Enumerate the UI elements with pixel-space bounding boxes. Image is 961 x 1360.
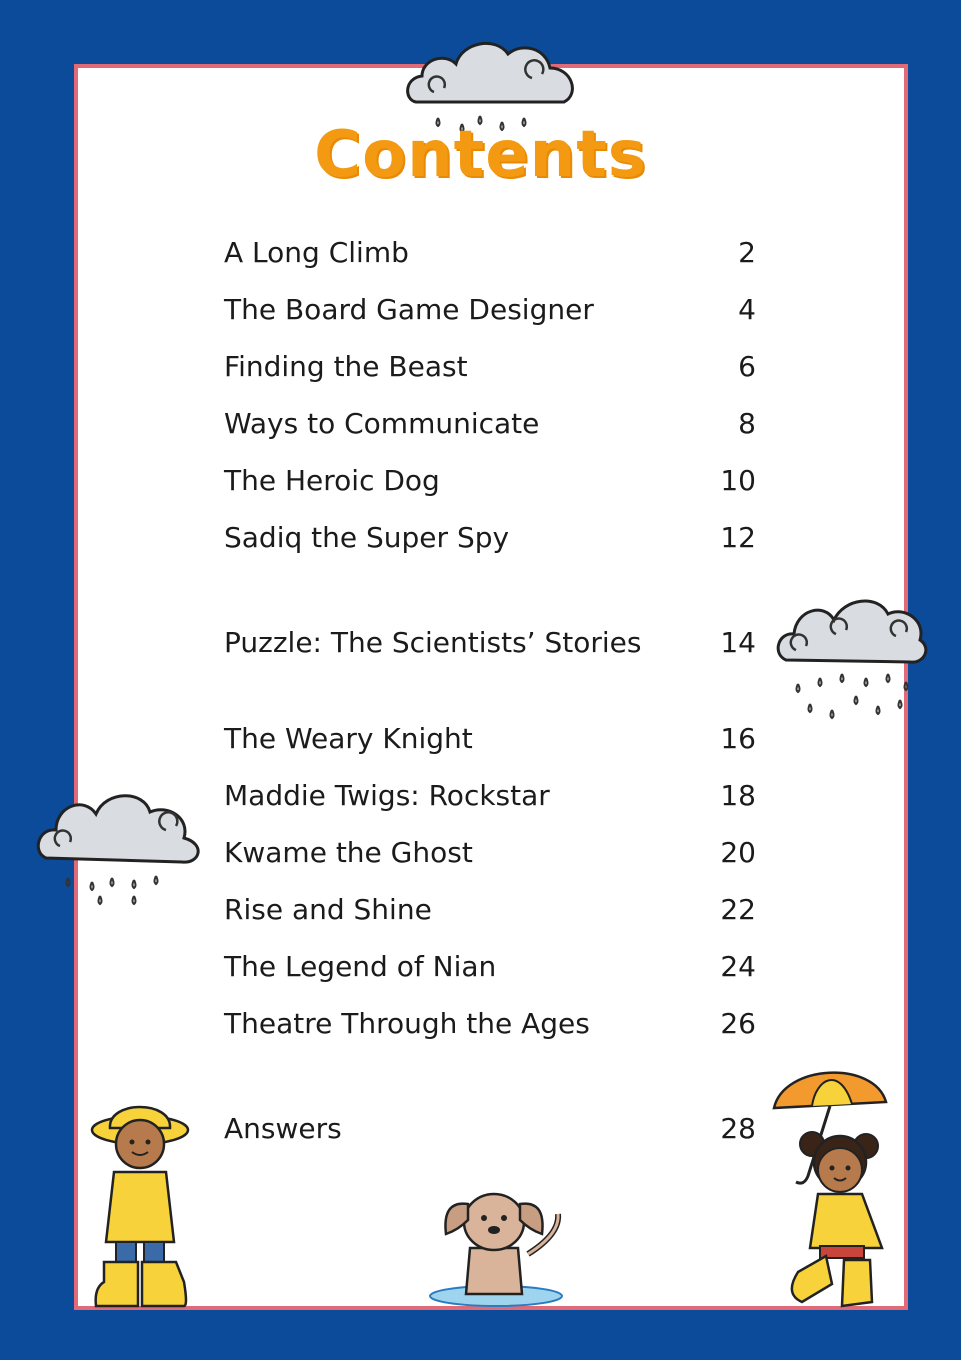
toc-entry[interactable] [224,1007,756,1047]
toc-entry-page: 18 [720,779,756,812]
toc-entry-title: Rise and Shine [224,893,432,926]
toc-entry-title: Theatre Through the Ages [224,1007,590,1040]
toc-entry-title: Maddie Twigs: Rockstar [224,779,550,812]
toc-entry[interactable] [224,626,756,666]
toc-entry-title: Finding the Beast [224,350,468,383]
toc-entry[interactable] [224,950,756,990]
toc-entry-title: Answers [224,1112,342,1145]
toc-entry-title: The Board Game Designer [224,293,594,326]
toc-entry[interactable] [224,722,756,762]
toc-entry-title: The Weary Knight [224,722,473,755]
toc-entry-title: Sadiq the Super Spy [224,521,510,554]
rain-cloud-icon [774,588,930,730]
toc-entry[interactable] [224,350,756,390]
toc-entry[interactable] [224,464,756,504]
toc-entry-page: 16 [720,722,756,755]
toc-entry-page: 8 [738,407,756,440]
toc-entry-page: 24 [720,950,756,983]
toc-entry[interactable] [224,779,756,819]
toc-entry-title: A Long Climb [224,236,409,269]
page-title: Contents [314,118,647,192]
toc-entry-page: 10 [720,464,756,497]
toc-entry[interactable] [224,1112,756,1152]
toc-entry[interactable] [224,836,756,876]
toc-entry-page: 4 [738,293,756,326]
toc-entry-title: The Heroic Dog [224,464,440,497]
toc-entry-title: Kwame the Ghost [224,836,473,869]
toc-entry-page: 28 [720,1112,756,1145]
toc-entry[interactable] [224,521,756,561]
toc-entry[interactable] [224,236,756,276]
toc-entry[interactable] [224,293,756,333]
toc-entry-page: 22 [720,893,756,926]
dog-puddle-illustration [418,1184,570,1310]
toc-entry[interactable] [224,407,756,447]
toc-entry[interactable] [224,893,756,933]
rain-cloud-icon [34,782,210,912]
toc-entry-page: 6 [738,350,756,383]
toc-entry-page: 2 [738,236,756,269]
toc-entry-page: 26 [720,1007,756,1040]
toc-entry-title: The Legend of Nian [224,950,497,983]
toc-entry-page: 14 [720,626,756,659]
toc-entry-title: Ways to Communicate [224,407,540,440]
girl-umbrella-illustration [754,1058,904,1312]
boy-raincoat-illustration [88,1092,192,1312]
toc-entry-page: 20 [720,836,756,869]
toc-entry-title: Puzzle: The Scientists’ Stories [224,626,642,659]
toc-entry-page: 12 [720,521,756,554]
